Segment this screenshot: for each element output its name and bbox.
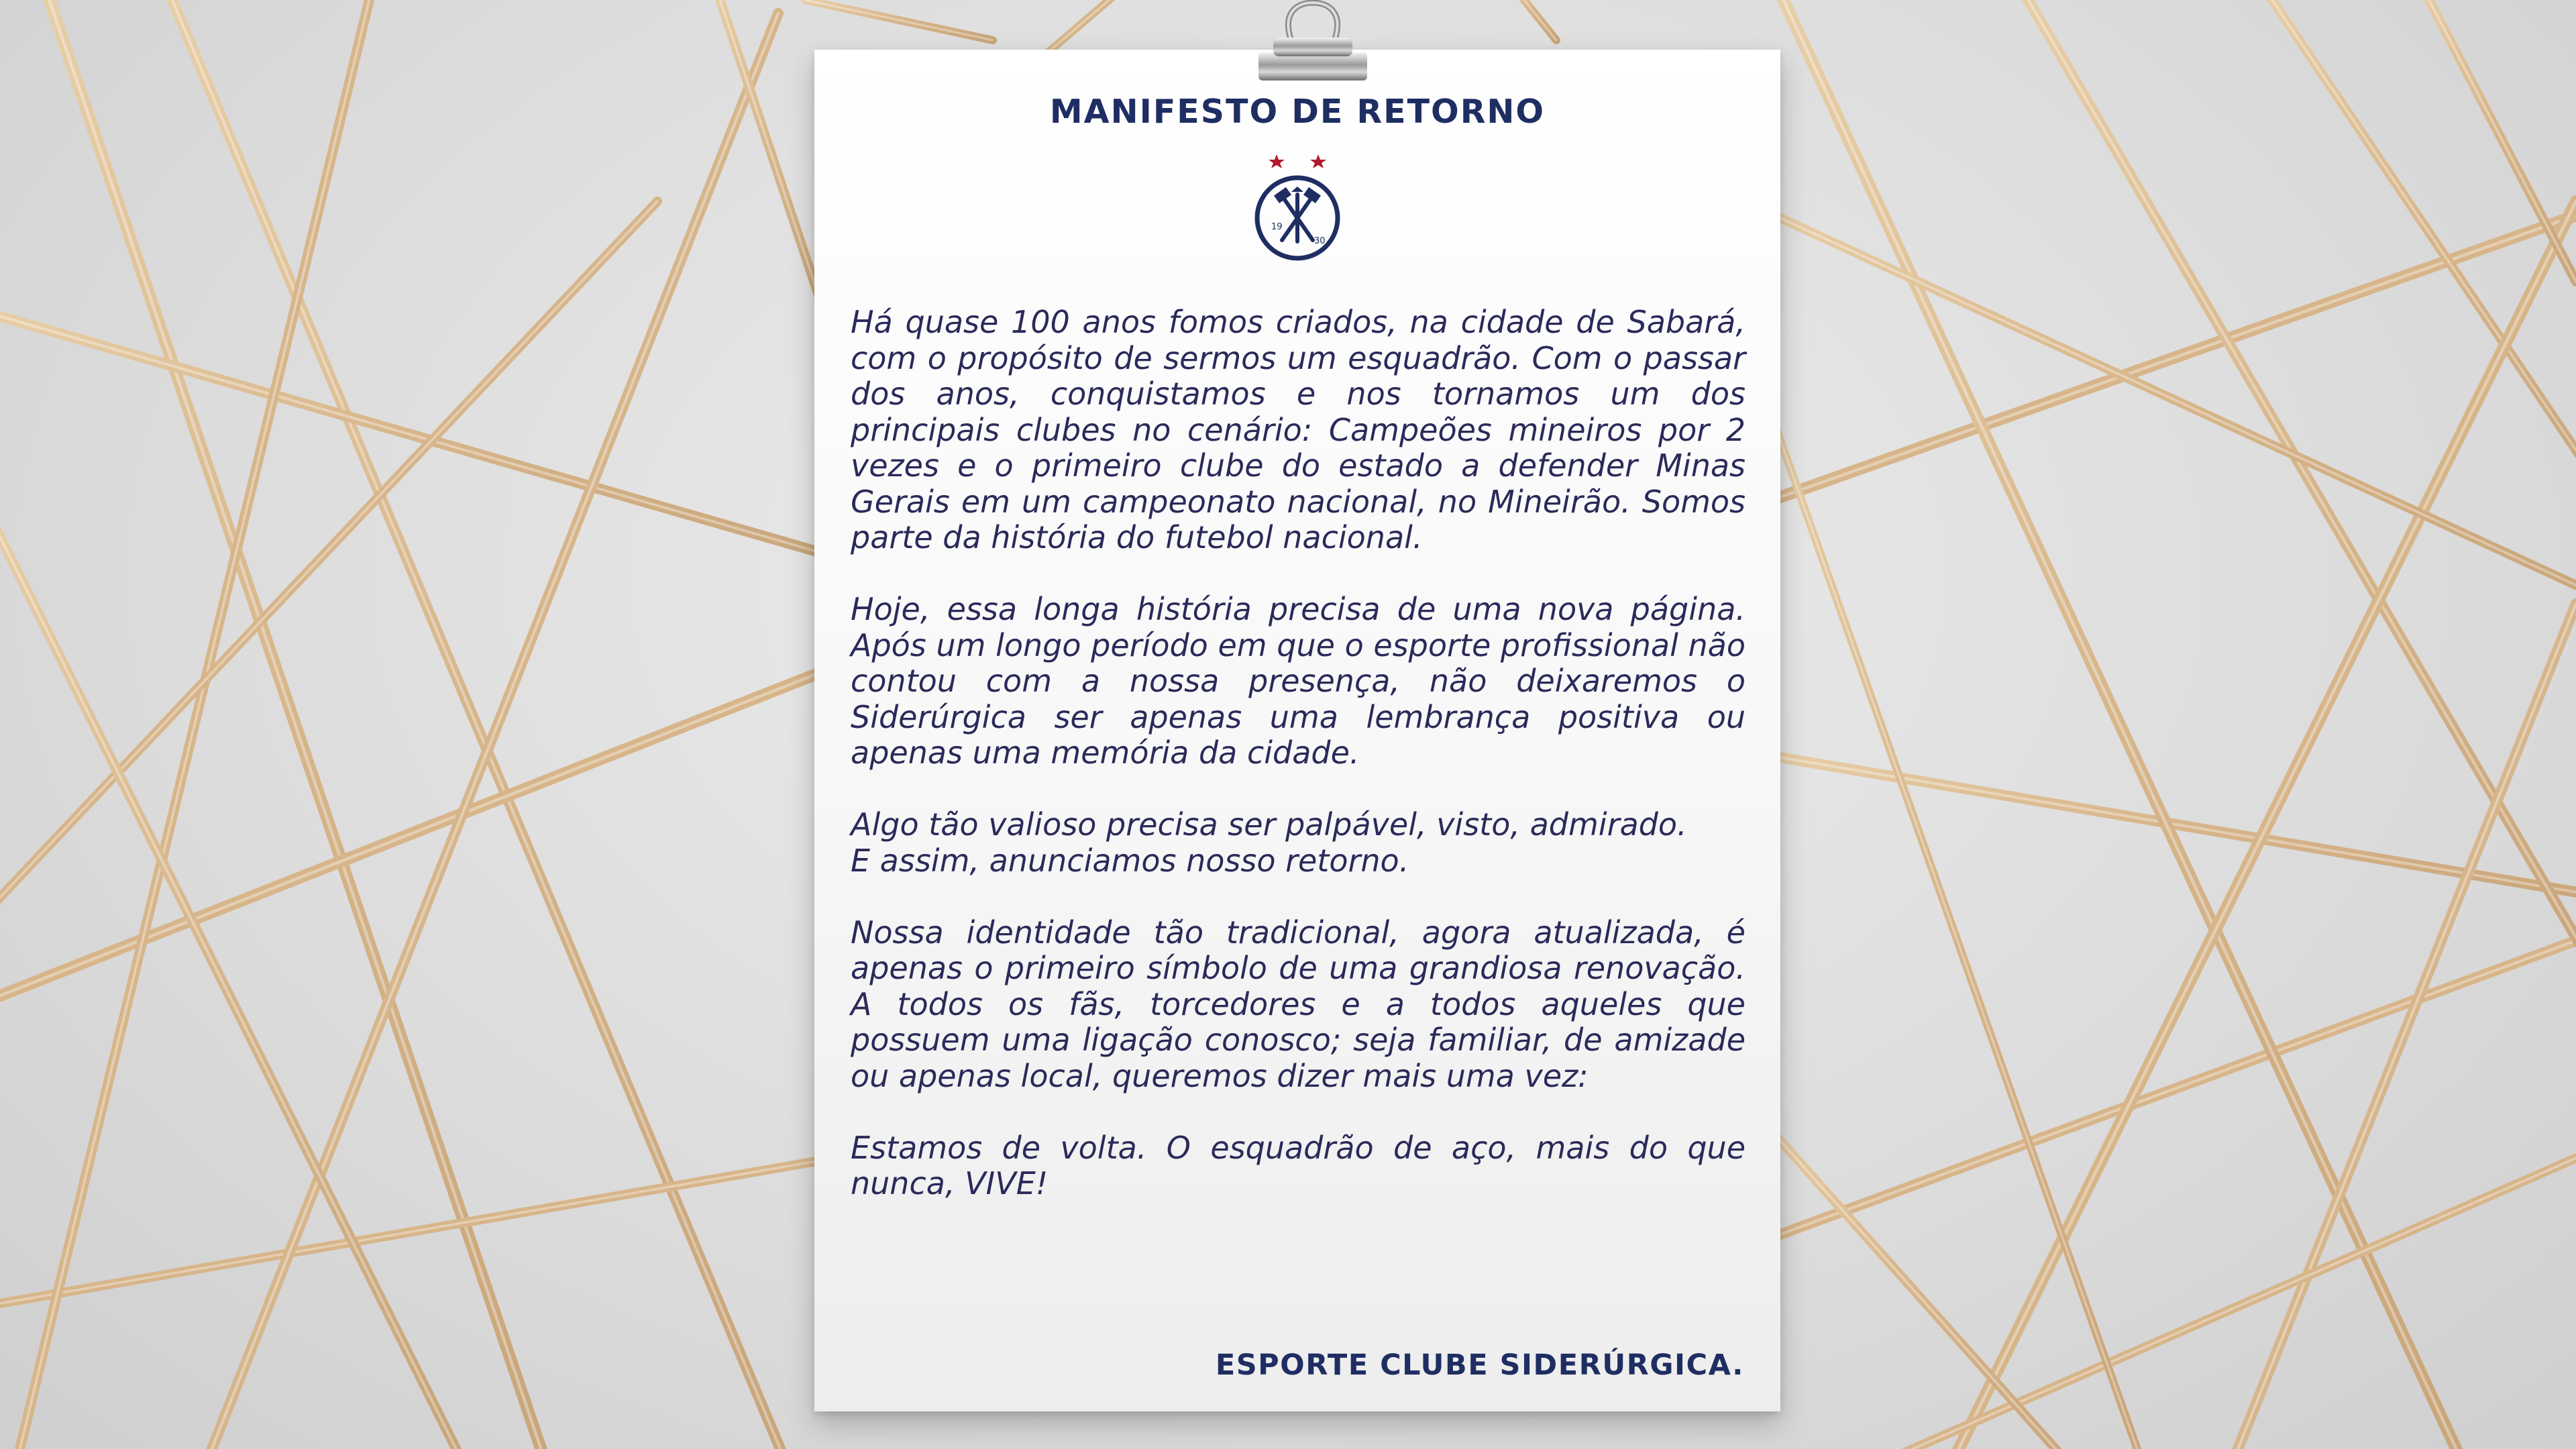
wooden-stick (711, 0, 832, 335)
paragraph-closing: Estamos de volta. O esquadrão de aço, mais do que nunca, VIVE! (851, 1129, 1746, 1201)
crest-year-right: 30 (1314, 236, 1326, 246)
wooden-stick-highlight (2012, 0, 2576, 1006)
wooden-stick (1758, 376, 2147, 1449)
crest-year-left: 19 (1271, 222, 1283, 232)
wooden-stick-highlight (2254, 0, 2576, 510)
manifesto-title: MANIFESTO DE RETORNO (1049, 93, 1546, 131)
wooden-stick (1851, 1140, 2576, 1449)
manifesto-sheet (814, 50, 1780, 1411)
wooden-stick (2012, 0, 2576, 1006)
crest-star-right-icon (1310, 154, 1326, 168)
crest-star-left-icon (1269, 154, 1285, 168)
paragraph-identity: Nossa identidade tão tradicional, agora atualizada, é apenas o primeiro símbolo de uma grandiosa renovação. A todos os fãs, torcedores e a todos aqueles que possuem uma ligação conosco; seja familiar, de amizade ou apenas local, queremos dizer mais uma vez: (851, 914, 1746, 1094)
binder-clip-icon (1249, 0, 1377, 87)
wooden-stick-highlight (805, 0, 993, 40)
wooden-stick-highlight (1851, 1140, 2576, 1449)
announcement-line-2: E assim, anunciamos nosso retorno. (851, 842, 1409, 879)
paragraph-history: Há quase 100 anos fomos criados, na cidade de Sabará, com o propósito de sermos um esquadrão. Com o passar dos anos, conquistamos e nos tornamos um dos principais clubes no cenário: Campeões mineiros por 2 vezes e o primeiro clube do estado a defender Minas Gerais em um campeonato nacional, no Mineirão. Somos parte da história do futebol nacional. (851, 304, 1746, 555)
club-crest-emblem (1247, 148, 1348, 268)
wooden-stick (1046, 0, 1140, 54)
club-signature: ESPORTE CLUBE SIDERÚRGICA. (1215, 1348, 1744, 1382)
announcement-line-1: Algo tão valioso precisa ser palpável, visto, admirado. (851, 806, 1687, 843)
paragraph-new-page: Hoje, essa longa história precisa de uma nova página. Após um longo período em que o esporte profissional não contou com a nossa presença, não deixaremos o Siderúrgica ser apenas uma lembrança positiva ou apenas uma memória da cidade. (851, 591, 1746, 771)
manifesto-body (851, 305, 1746, 1238)
wooden-stick (2254, 0, 2576, 510)
paragraph-announcement (851, 807, 1746, 879)
wooden-stick-highlight (1771, 0, 2469, 1449)
wooden-stick (1744, 926, 2576, 1248)
